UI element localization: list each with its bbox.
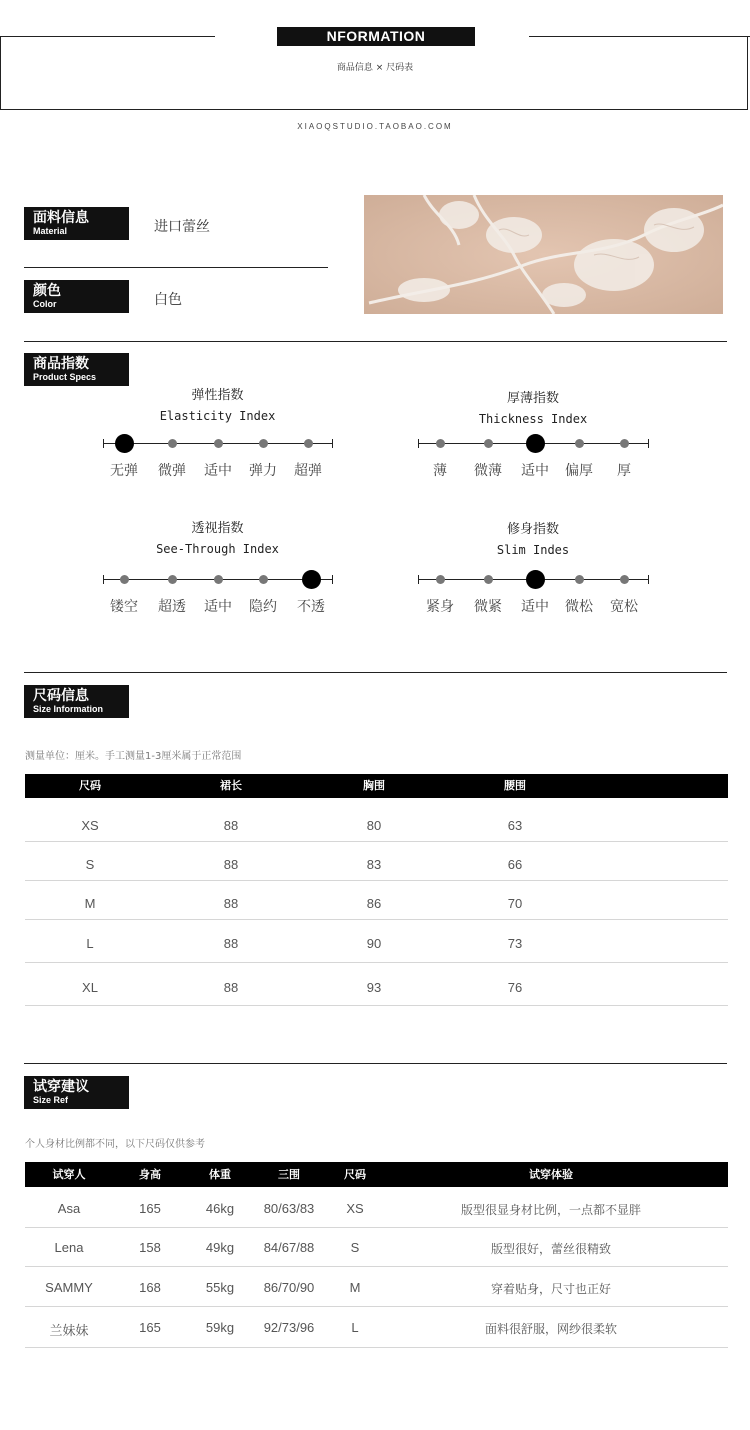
scale-selected-marker (115, 434, 134, 453)
scale-dot (259, 439, 268, 448)
size-table-cell: 70 (507, 896, 523, 911)
size-ref-table-cell: 158 (139, 1240, 161, 1255)
table-row-divider (25, 880, 728, 881)
material-tag-en: Material (33, 226, 68, 236)
scale-option-label: 超弹 (294, 463, 322, 479)
scale-option-label: 厚 (617, 463, 631, 479)
size-table-header-cell: 腰围 (504, 779, 526, 792)
size-ref-table-header-cell: 体重 (209, 1168, 231, 1181)
scale-option-label: 隐约 (249, 599, 277, 615)
size-ref-table-cell: S (350, 1240, 360, 1255)
scale-dot (436, 575, 445, 584)
size-table-cell: 76 (507, 980, 523, 995)
scale-option-label: 微弹 (158, 463, 186, 479)
size-table-header-cell: 尺码 (79, 779, 101, 792)
scale-dot (214, 575, 223, 584)
size-info-note: 测量单位：厘米。手工测量1-3厘米属于正常范围 (25, 751, 242, 762)
scale-track-end (648, 439, 649, 448)
scale-dot (484, 575, 493, 584)
specs-tag-cn: 商品指数 (33, 356, 89, 372)
header-frame (0, 36, 748, 110)
size-table-cell: 88 (223, 980, 239, 995)
scale-track-end (332, 439, 333, 448)
table-row-divider (25, 841, 728, 842)
scale-title-en: See-Through Index (156, 542, 279, 556)
size-table-cell: L (86, 936, 94, 951)
size-table-cell: 88 (223, 818, 239, 833)
size-info-tag (24, 685, 129, 718)
scale-option-label: 弹力 (249, 463, 277, 479)
scale-option-label: 镂空 (110, 599, 138, 615)
specs-tag (24, 353, 129, 386)
header-rule-right (529, 36, 750, 37)
scale-selected-marker (302, 570, 321, 589)
size-ref-table-header (25, 1162, 728, 1187)
divider (24, 1063, 727, 1064)
size-table-cell: 63 (507, 818, 523, 833)
scale-track-end (103, 575, 104, 584)
size-ref-table-header-cell: 三围 (278, 1168, 300, 1181)
size-ref-table-header-cell: 尺码 (344, 1168, 366, 1181)
scale-option-label: 适中 (204, 463, 232, 479)
size-ref-note: 个人身材比例都不同，以下尺码仅供参考 (25, 1139, 205, 1150)
size-info-tag-cn: 尺码信息 (33, 688, 89, 704)
table-row-divider (25, 1005, 728, 1006)
size-ref-table-cell: 86/70/90 (263, 1280, 315, 1295)
size-ref-table-header-cell: 试穿人 (52, 1168, 86, 1181)
scale-option-label: 适中 (204, 599, 232, 615)
size-ref-table-cell: 46kg (205, 1201, 235, 1216)
scale-option-label: 偏厚 (565, 463, 593, 479)
size-table-cell: 88 (223, 857, 239, 872)
scale-dot (575, 575, 584, 584)
scale-title-en: Elasticity Index (159, 409, 276, 423)
scale-dot (120, 575, 129, 584)
scale-option-label: 微松 (565, 599, 593, 615)
size-ref-table-cell: XS (346, 1201, 364, 1216)
table-row-divider (25, 1306, 728, 1307)
scale-title: 厚薄指数 (506, 391, 559, 406)
size-ref-tag-en: Size Ref (33, 1095, 69, 1105)
scale-dot (436, 439, 445, 448)
size-table-cell: 90 (366, 936, 382, 951)
scale-selected-marker (526, 434, 545, 453)
scale-track-end (418, 575, 419, 584)
scale-track-end (648, 575, 649, 584)
size-ref-table-header-cell: 身高 (139, 1168, 161, 1181)
size-ref-table-header-cell: 试穿体验 (529, 1168, 573, 1181)
table-row-divider (25, 1347, 728, 1348)
size-ref-tag (24, 1076, 129, 1109)
size-ref-table-cell: 穿着贴身，尺寸也正好 (490, 1282, 611, 1296)
scale-dot (168, 439, 177, 448)
header-banner: NFORMATION (277, 27, 475, 46)
size-ref-table-cell: 168 (139, 1280, 161, 1295)
scale-title-en: Slim Indes (496, 543, 570, 557)
header-subtitle: 商品信息 × 尺码表 (336, 63, 414, 73)
size-ref-table-cell: SAMMY (45, 1280, 93, 1295)
size-ref-tag-cn: 试穿建议 (33, 1079, 89, 1095)
size-table-header (25, 774, 728, 798)
specs-tag-en: Product Specs (33, 372, 97, 382)
size-table-cell: 73 (507, 936, 523, 951)
size-ref-table-cell: 80/63/83 (263, 1201, 315, 1216)
table-row-divider (25, 1227, 728, 1228)
scale-dot (168, 575, 177, 584)
scale-track-end (103, 439, 104, 448)
size-ref-table-cell: L (351, 1320, 359, 1335)
scale-track-end (332, 575, 333, 584)
scale-dot (620, 575, 629, 584)
size-ref-table-cell: 165 (139, 1201, 161, 1216)
size-ref-table-cell: 92/73/96 (263, 1320, 315, 1335)
scale-title-en: Thickness Index (478, 412, 588, 426)
size-table-cell: S (85, 857, 95, 872)
scale-option-label: 无弹 (110, 463, 138, 479)
table-row-divider (25, 1266, 728, 1267)
size-table-cell: 88 (223, 936, 239, 951)
divider (24, 341, 727, 342)
size-ref-table-cell: 84/67/88 (263, 1240, 315, 1255)
size-info-tag-en: Size Information (33, 704, 104, 714)
scale-option-label: 超透 (158, 599, 186, 615)
scale-selected-marker (526, 570, 545, 589)
scale-option-label: 微紧 (474, 599, 502, 615)
size-table-cell: M (84, 896, 96, 911)
size-ref-table-cell: 55kg (205, 1280, 235, 1295)
size-table-cell: 93 (366, 980, 382, 995)
size-ref-table-cell: 版型很好，蕾丝很精致 (490, 1242, 611, 1256)
scale-dot (620, 439, 629, 448)
table-row-divider (25, 919, 728, 920)
scale-title: 修身指数 (506, 522, 559, 537)
scale-dot (484, 439, 493, 448)
scale-dot (214, 439, 223, 448)
size-ref-table-cell: 面料很舒服，网纱很柔软 (484, 1322, 617, 1336)
scale-title: 弹性指数 (191, 388, 244, 403)
size-ref-table-cell: 49kg (205, 1240, 235, 1255)
size-table-cell: 88 (223, 896, 239, 911)
divider (24, 672, 727, 673)
size-table-header-cell: 裙长 (220, 779, 242, 792)
size-ref-table-cell: 165 (139, 1320, 161, 1335)
size-table-cell: 80 (366, 818, 382, 833)
lace-fabric-image (364, 195, 723, 314)
material-value: 进口蕾丝 (154, 219, 210, 235)
scale-option-label: 适中 (521, 463, 549, 479)
size-table-cell: 83 (366, 857, 382, 872)
scale-option-label: 微薄 (474, 463, 502, 479)
size-ref-table-cell: 版型很显身材比例，一点都不显胖 (460, 1203, 641, 1217)
material-tag (24, 207, 129, 240)
scale-option-label: 紧身 (426, 599, 454, 615)
scale-option-label: 薄 (433, 463, 447, 479)
material-tag-cn: 面料信息 (33, 210, 89, 226)
scale-track-end (418, 439, 419, 448)
divider (24, 267, 328, 268)
size-ref-table-cell: Lena (54, 1240, 84, 1255)
size-table-cell: XS (81, 818, 99, 833)
scale-option-label: 宽松 (610, 599, 638, 615)
size-table-cell: XL (82, 980, 98, 995)
size-ref-table-cell: 59kg (205, 1320, 235, 1335)
scale-option-label: 不透 (297, 599, 325, 615)
scale-dot (259, 575, 268, 584)
color-tag (24, 280, 129, 313)
size-table-cell: 66 (507, 857, 523, 872)
size-ref-table-cell: Asa (57, 1201, 81, 1216)
size-table-cell: 86 (366, 896, 382, 911)
scale-title: 透视指数 (191, 521, 244, 536)
size-ref-table-cell: M (349, 1280, 361, 1295)
scale-dot (304, 439, 313, 448)
header-rule-left (0, 36, 215, 37)
size-ref-table-cell: 兰妹妹 (49, 1323, 89, 1338)
color-tag-cn: 颜色 (33, 283, 61, 299)
color-tag-en: Color (33, 299, 57, 309)
table-row-divider (25, 962, 728, 963)
scale-dot (575, 439, 584, 448)
scale-option-label: 适中 (521, 599, 549, 615)
color-value: 白色 (154, 292, 182, 308)
size-table-header-cell: 胸围 (363, 779, 385, 792)
shop-url: XIAOQSTUDIO.TAOBAO.COM (297, 122, 453, 131)
